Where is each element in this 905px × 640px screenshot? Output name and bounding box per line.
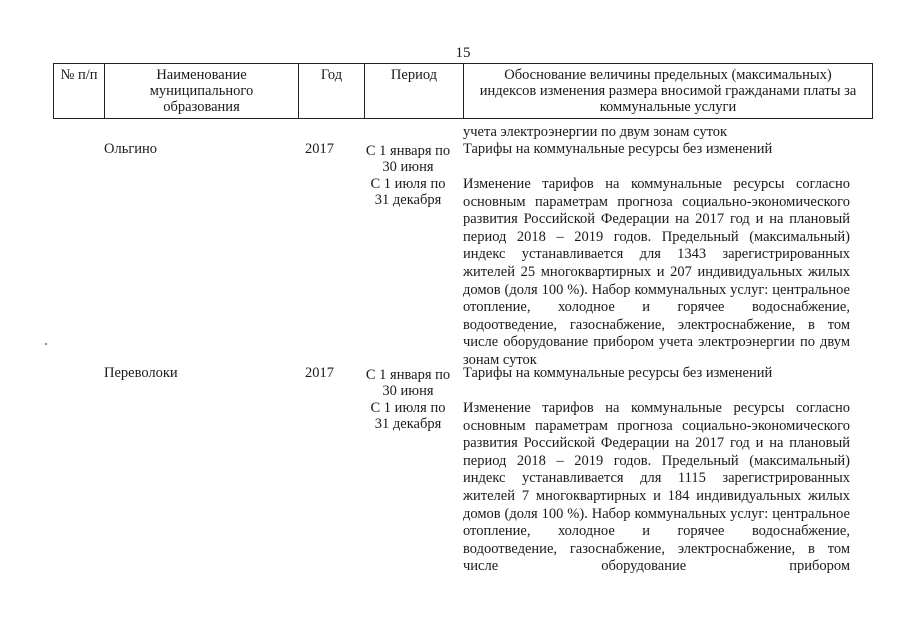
justification-first-half: Тарифы на коммунальные ресурсы без изменений: [463, 141, 773, 157]
justification-second-half: Изменение тарифов на коммунальные ресурсы согласно основным параметрам прогноза социально-экономического развития Российской Федерации на 2017 год и на плановый период 2018 – 2019 годов. Предельный (максимальный) индекс устанавливается для 1115 зарегистрированных жителей 7 многоквартирных и 184 индивидуальных жилых домов (доля 100 %). Набор коммунальных услуг: центральное отопление, холодное и горячее водоснабжение, водоотведение, газоснабжение, электроснабжение, в том числе оборудование прибором: [463, 400, 850, 575]
header-num: № п/п: [54, 64, 105, 119]
justification-second-half: Изменение тарифов на коммунальные ресурсы согласно основным параметрам прогноза социально-экономического развития Российской Федерации на 2017 год и на плановый период 2018 – 2019 годов. Предельный (максимальный) индекс устанавливается для 1343 зарегистрированных жителей 25 многоквартирных и 207 индивидуальных жилых домов (доля 100 %). Набор коммунальных услуг: центральное отопление, холодное и горячее водоснабжение, водоотведение, газоснабжение, электроснабжение, в том числе оборудование прибором учета электроэнергии по двум зонам суток: [463, 176, 850, 368]
period-second-half: С 1 июля по 31 декабря: [370, 400, 446, 432]
header-justification: Обоснование величины предельных (максимальных) индексов изменения размера вносимой гражданами платы за коммунальные услуги: [464, 64, 873, 119]
justification-first-half: Тарифы на коммунальные ресурсы без изменений: [463, 365, 773, 381]
continuation-line: учета электроэнергии по двум зонам суток: [463, 124, 728, 140]
period-first-half: С 1 января по 30 июня: [365, 367, 451, 399]
year-cell: 2017: [305, 365, 334, 381]
period-first-half: С 1 января по 30 июня: [365, 143, 451, 175]
municipality-name: Переволоки: [104, 365, 178, 381]
scan-speck: [45, 343, 47, 345]
period-second-half: С 1 июля по 31 декабря: [370, 176, 446, 208]
header-year: Год: [299, 64, 365, 119]
municipality-name: Ольгино: [104, 141, 158, 157]
header-municipality: Наименование муниципального образования: [105, 64, 299, 119]
table-header: [53, 63, 873, 119]
header-period: Период: [365, 64, 464, 119]
page-number: 15: [455, 45, 471, 61]
year-cell: 2017: [305, 141, 334, 157]
